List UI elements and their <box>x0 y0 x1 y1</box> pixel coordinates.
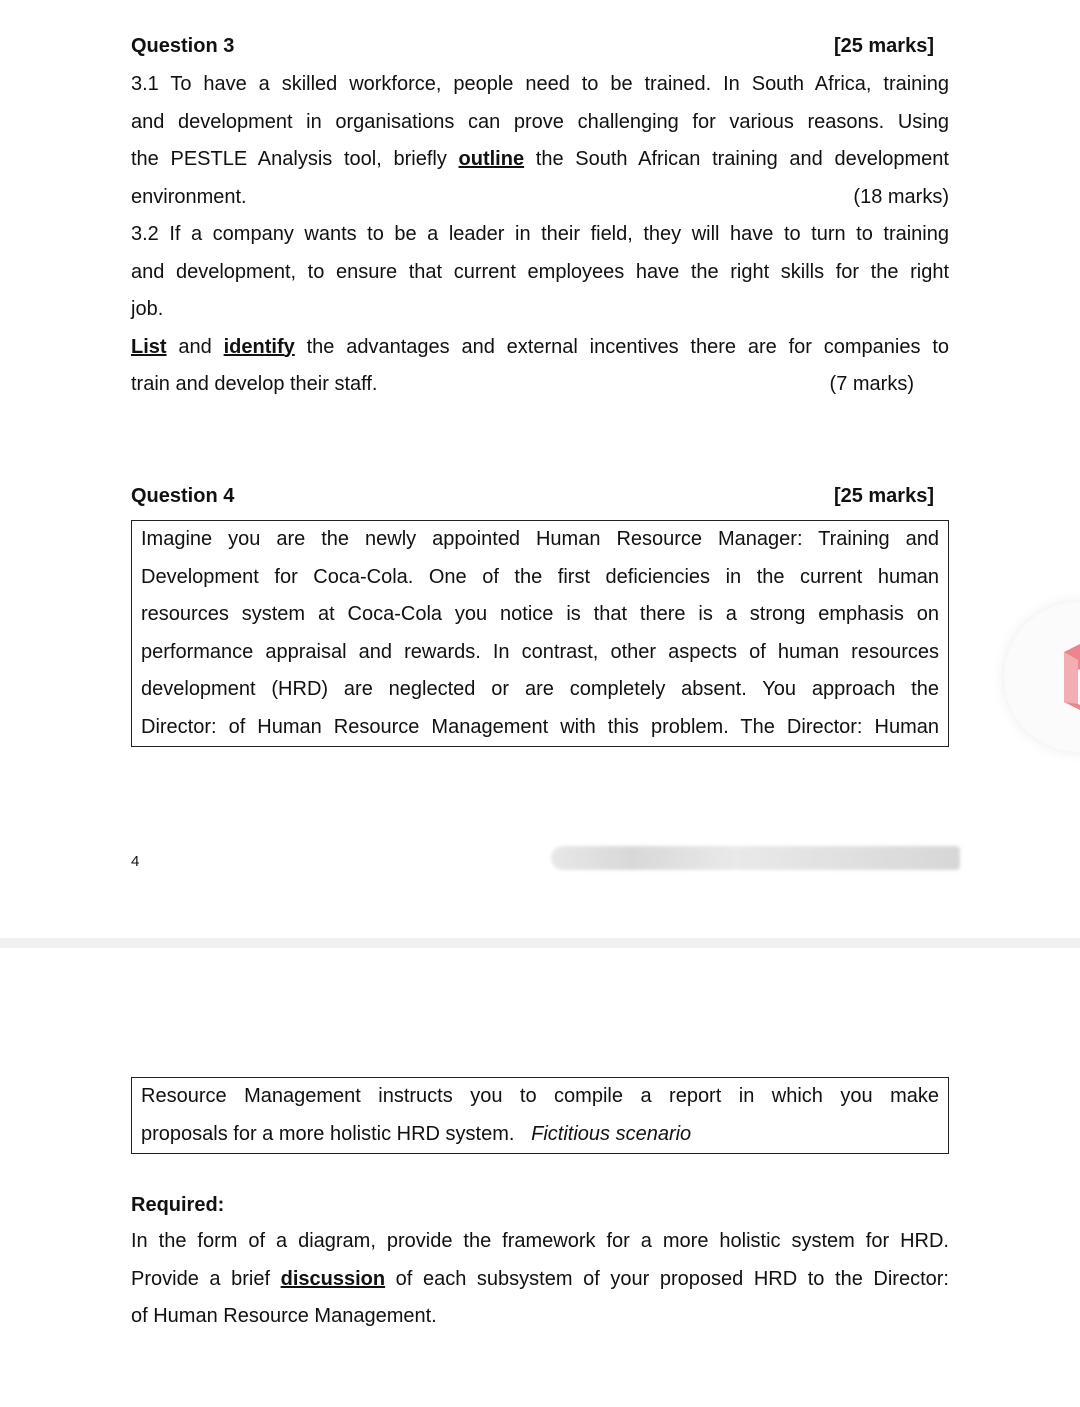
q31-marks: (18 marks) <box>853 185 949 208</box>
q31-line-4-text: environment. <box>131 185 247 208</box>
required-line-2 <box>131 1261 949 1299</box>
scenario-cont-line-2-text: proposals for a more holistic HRD system. <box>141 1122 515 1145</box>
keyword-outline: outline <box>458 148 525 170</box>
keyword-discussion: discussion <box>280 1267 386 1290</box>
keyword-list: List <box>131 335 167 358</box>
q32-line-1: 3.2 If a company wants to be a leader in their field, they will have to turn to training <box>131 223 949 245</box>
q31-line-3-pre: the PESTLE Analysis tool, briefly <box>131 148 459 170</box>
question-3-2 <box>131 216 949 404</box>
scenario-cont-line-1: Resource Management instructs you to compile a report in which you make <box>141 1085 939 1107</box>
required-line-3: of Human Resource Management. <box>131 1305 437 1327</box>
q31-line-3 <box>131 141 949 179</box>
q32-line-4-post: the advantages and external incentives there are for companies to <box>294 335 949 358</box>
scenario-line-1: Imagine you are the newly appointed Human Resource Manager: Training and <box>141 528 939 550</box>
fictitious-scenario-note: Fictitious scenario <box>531 1122 692 1145</box>
scenario-line-5: development (HRD) are neglected or are completely absent. You approach the <box>141 678 939 700</box>
question-3-header <box>131 32 949 60</box>
question-3-marks: [25 marks] <box>833 35 934 57</box>
q32-line-4 <box>131 329 949 367</box>
scenario-line-4: performance appraisal and rewards. In contrast, other aspects of human resources <box>141 640 939 663</box>
redacted-footer-text <box>551 846 960 870</box>
q32-line-3: job. <box>131 298 164 320</box>
scenario-box-part-2 <box>131 1077 949 1154</box>
scenario-line-2: Development for Coca-Cola. One of the first deficiencies in the current human <box>141 565 939 588</box>
scenario-cont-line-2 <box>141 1116 939 1154</box>
scenario-box-part-1 <box>131 520 949 747</box>
question-4-header-wrap <box>131 482 949 510</box>
q32-line-5-text: train and develop their staff. <box>131 373 378 395</box>
q31-line-1: 3.1 To have a skilled workforce, people need to be trained. In South Africa, training <box>131 73 949 95</box>
question-4-title: Question 4 <box>131 485 235 507</box>
floating-app-widget[interactable] <box>1004 602 1080 752</box>
required-section <box>131 1191 949 1336</box>
scenario-line-6: Director: of Human Resource Management with this problem. The Director: Human <box>141 715 939 738</box>
page-separator <box>0 938 1080 948</box>
q31-line-2: and development in organisations can prove challenging for various reasons. Using <box>131 110 949 133</box>
question-3 <box>131 32 949 404</box>
q31-line-3-post: the South African training and development <box>524 148 949 170</box>
q32-marks: (7 marks) <box>829 373 914 395</box>
keyword-identify: identify <box>223 335 295 358</box>
document-page-2 <box>0 948 1080 1407</box>
app-logo-icon <box>1044 632 1080 718</box>
required-line-2-pre: Provide a brief <box>131 1267 281 1290</box>
q32-line-4-and: and <box>166 335 224 358</box>
question-4-marks: [25 marks] <box>833 485 934 507</box>
question-4-header <box>131 482 949 510</box>
required-heading: Required: <box>131 1194 225 1216</box>
required-line-1: In the form of a diagram, provide the framework for a more holistic system for HRD. <box>131 1230 949 1252</box>
q32-line-2: and development, to ensure that current employees have the right skills for the right <box>131 260 949 283</box>
question-3-1 <box>131 66 949 216</box>
question-3-title: Question 3 <box>131 35 235 57</box>
page-number: 4 <box>131 853 140 870</box>
required-line-2-post: of each subsystem of your proposed HRD to the Director: <box>385 1267 949 1290</box>
scenario-line-3: resources system at Coca-Cola you notice is that there is a strong emphasis on <box>141 603 939 625</box>
q32-line-5 <box>131 366 949 404</box>
q31-line-4 <box>131 179 949 217</box>
